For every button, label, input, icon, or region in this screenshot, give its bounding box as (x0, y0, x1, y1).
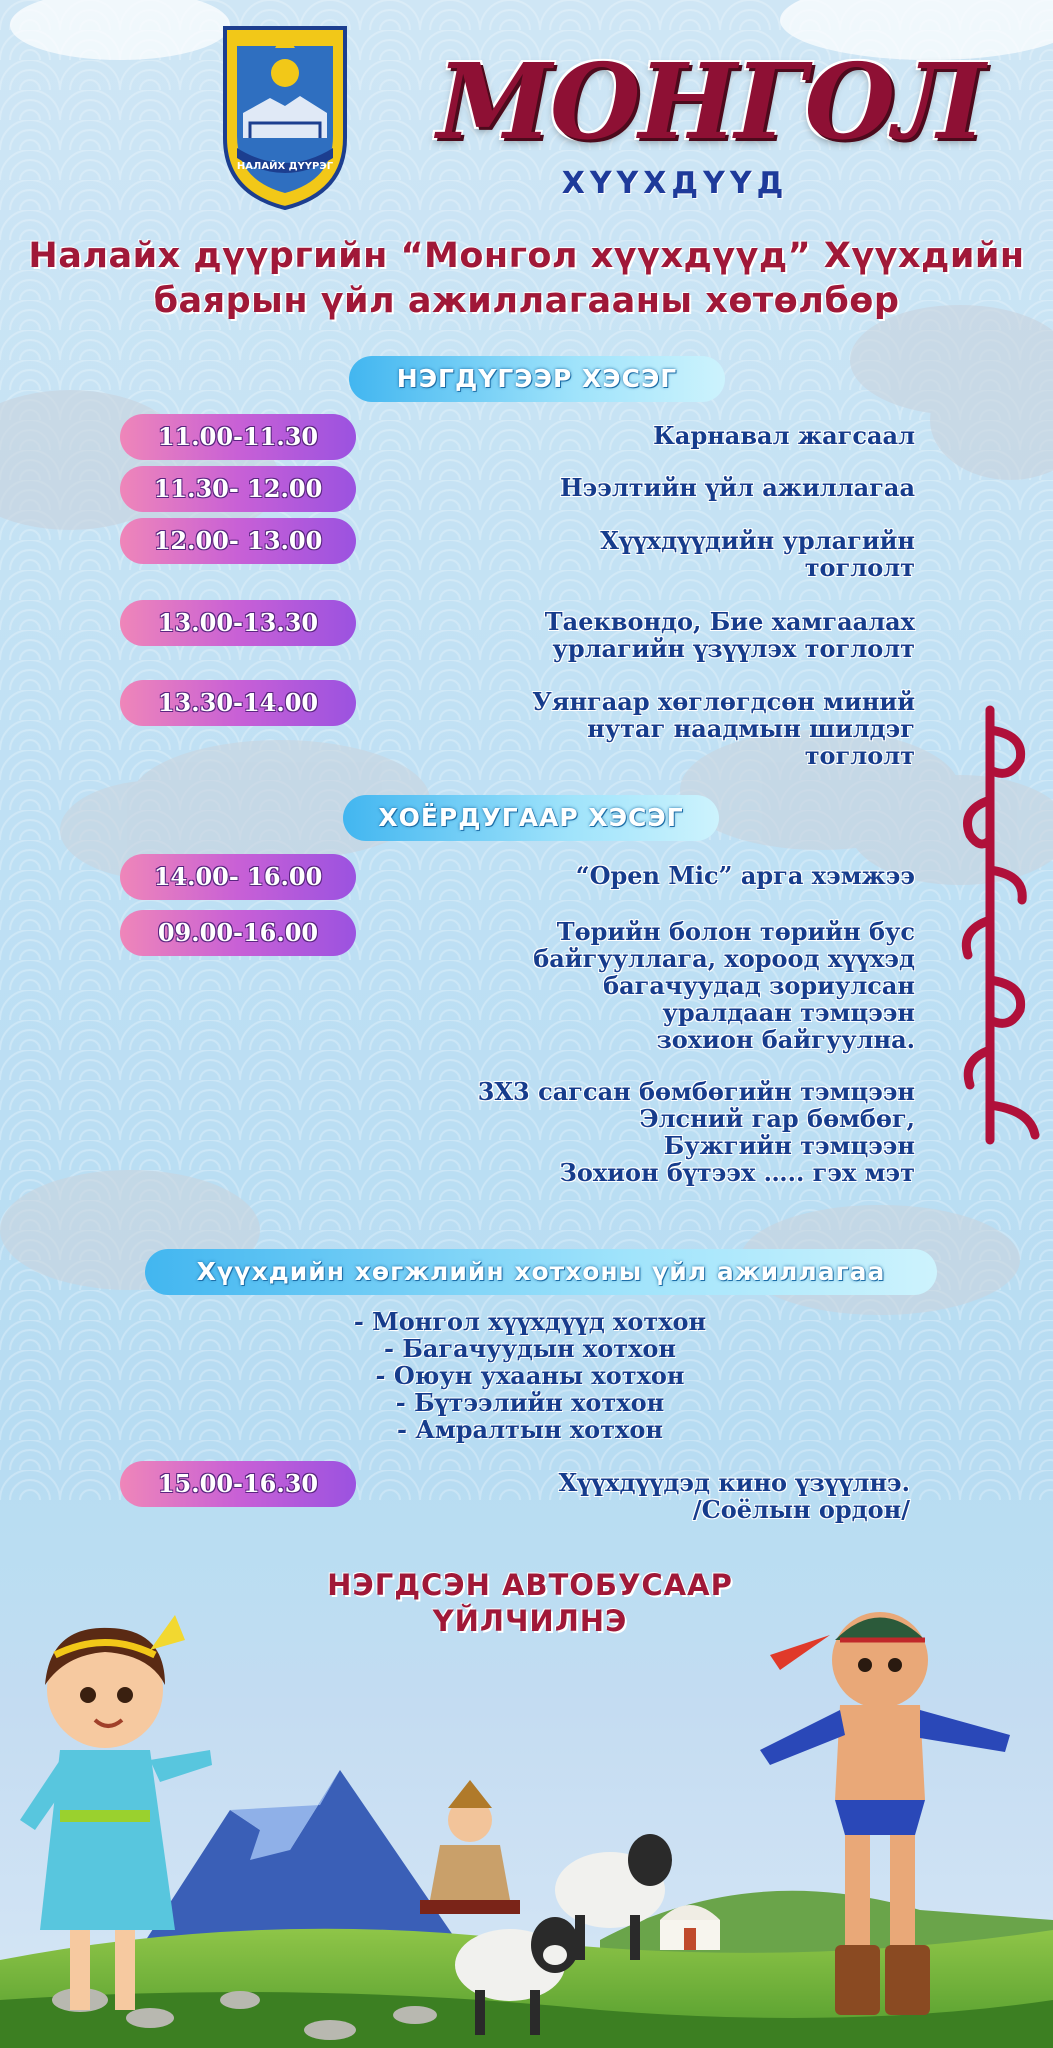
time-pill-1: 11.00-11.30 (120, 414, 356, 460)
event-line: нутаг наадмын шилдэг (587, 714, 915, 743)
time-pill-8: 15.00-16.30 (120, 1461, 356, 1507)
competition-line: Элсний гар бөмбөг, (639, 1104, 915, 1133)
event-line: тоглолт (804, 553, 915, 582)
event-line: урлагийн үзүүлэх тоглолт (552, 634, 915, 663)
time-pill-7: 09.00-16.00 (120, 910, 356, 956)
movie-text (559, 1469, 910, 1523)
logo-subtitle: ХҮҮХДҮҮД (561, 166, 789, 201)
bus-service-note (250, 1567, 810, 1639)
event-text-6 (576, 862, 915, 889)
logo-title: МОНГОЛ (436, 40, 984, 163)
movie-line: /Соёлын ордон/ (692, 1495, 910, 1524)
section-2-title: ХОЁРДУГААР ХЭСЭГ (343, 795, 719, 841)
village-item: - Бүтээлийн хотхон (395, 1388, 665, 1417)
event-text-7 (533, 918, 915, 1053)
village-item: - Амралтын хотхон (397, 1415, 663, 1444)
event-text-5 (532, 688, 915, 769)
village-item: - Багачуудын хотхон (384, 1334, 676, 1363)
event-line: Хүүхдүүдийн урлагийн (600, 526, 915, 555)
event-line: “Open Mic” арга хэмжээ (575, 861, 915, 890)
event-line: багачуудад зориулсан (603, 971, 915, 1000)
district-emblem (215, 18, 355, 213)
village-list (250, 1308, 810, 1443)
event-line: тоглолт (804, 741, 915, 770)
event-line: зохион байгуулна. (656, 1025, 915, 1054)
competition-line: 3Х3 сагсан бөмбөгийн тэмцээн (477, 1077, 915, 1106)
time-pill-4: 13.00-13.30 (120, 600, 356, 646)
event-line: Таеквондо, Бие хамгаалах (544, 607, 915, 636)
competition-line: Бужгийн тэмцээн (663, 1131, 915, 1160)
event-line: Уянгаар хөглөгдсөн миний (532, 687, 915, 716)
movie-line: Хүүхдүүдэд кино үзүүлнэ. (558, 1468, 910, 1497)
event-line: Карнавал жагсаал (653, 421, 915, 450)
time-pill-2: 11.30- 12.00 (120, 466, 356, 512)
competition-line: Зохион бүтээх ….. гэх мэт (559, 1158, 915, 1187)
mongol-script-decoration (950, 700, 1040, 1150)
village-item: - Монгол хүүхдүүд хотхон (353, 1307, 707, 1336)
section-3-title: Хүүхдийн хөгжлийн хотхоны үйл ажиллагаа (145, 1249, 937, 1295)
village-item: - Оюун ухааны хотхон (375, 1361, 685, 1390)
emblem-text: НАЛАЙХ ДҮҮРЭГ (236, 161, 334, 172)
bus-line-1: НЭГДСЭН АВТОБУСААР (327, 1568, 733, 1602)
bus-line-2: ҮЙЛЧИЛНЭ (432, 1604, 628, 1638)
logo (430, 40, 990, 201)
event-text-3 (600, 527, 915, 581)
event-text-2 (560, 474, 915, 501)
event-line: уралдаан тэмцээн (662, 998, 915, 1027)
event-text-4 (545, 608, 915, 662)
headline-line-1: Налайх дүүргийн “Монгол хүүхдүүд” Хүүхдийн (28, 236, 1025, 276)
competition-list (478, 1078, 915, 1186)
event-line: байгууллага, хороод хүүхэд (533, 944, 915, 973)
headline-line-2: баярын үйл ажиллагааны хөтөлбөр (153, 281, 900, 321)
event-line: Төрийн болон төрийн бус (556, 917, 915, 946)
time-pill-6: 14.00- 16.00 (120, 854, 356, 900)
event-text-1 (653, 422, 915, 449)
time-pill-3: 12.00- 13.00 (120, 518, 356, 564)
time-pill-5: 13.30-14.00 (120, 680, 356, 726)
event-line: Нээлтийн үйл ажиллагаа (559, 473, 915, 502)
section-1-title: НЭГДҮГЭЭР ХЭСЭГ (349, 356, 725, 402)
